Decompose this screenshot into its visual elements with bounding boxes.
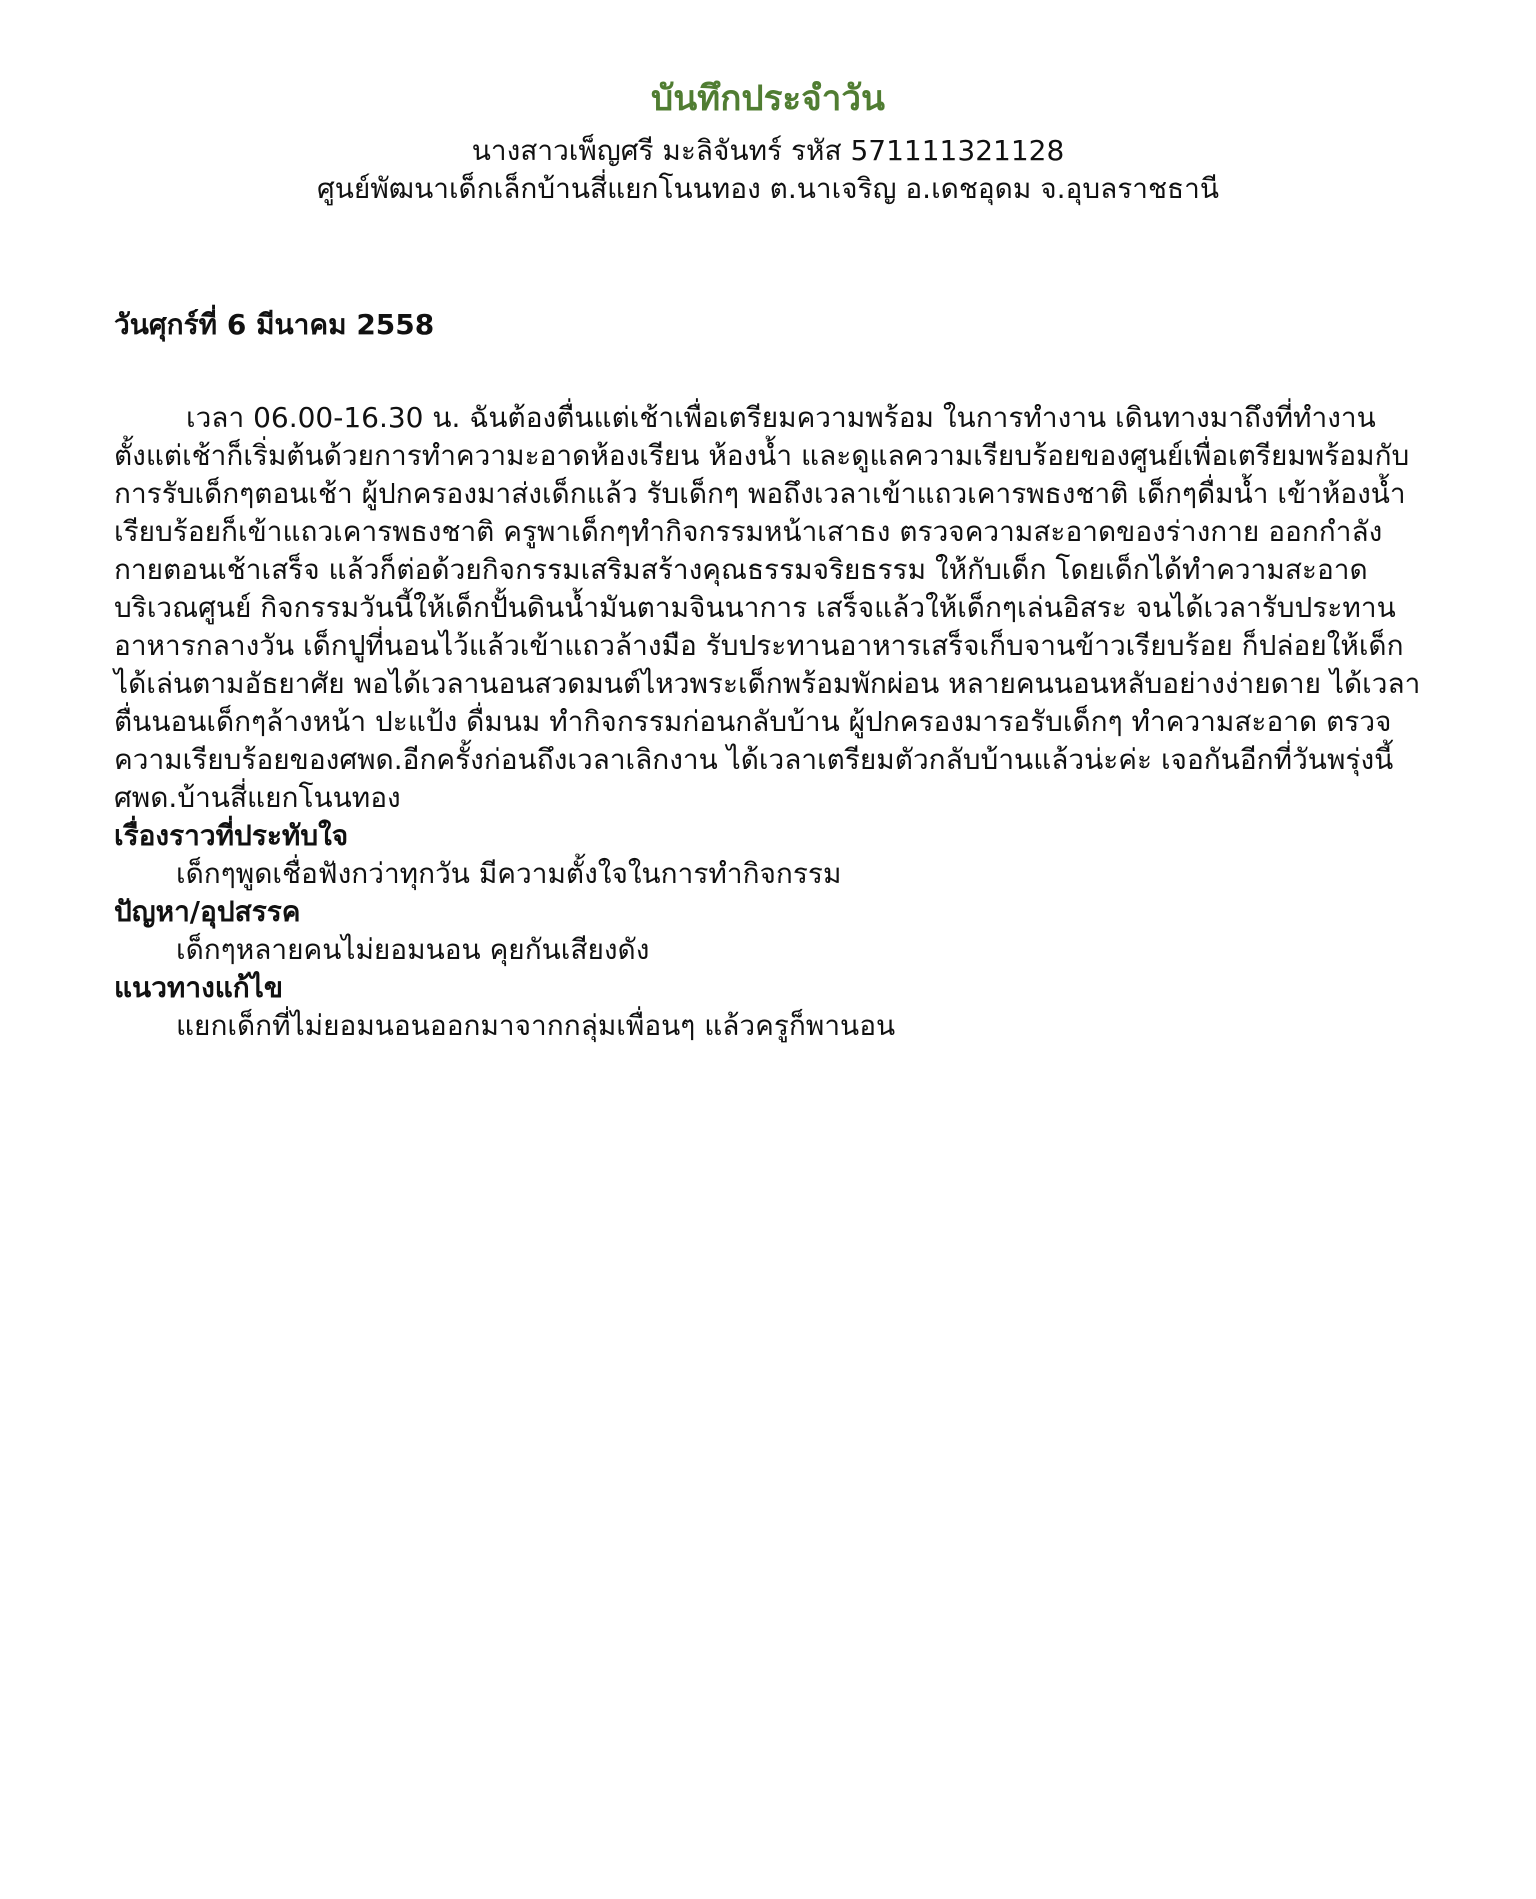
section-solutions bbox=[114, 969, 1422, 1045]
author-line: นางสาวเพ็ญศรี มะลิจันทร์ รหัส 571111321128 bbox=[471, 133, 1065, 167]
center-name-line: ศูนย์พัฒนาเด็กเล็กบ้านสี่แยกโนนทอง ต.นาเจริญ อ.เดชอุดม จ.อุบลราชธานี bbox=[317, 171, 1219, 205]
page-title: บันทึกประจำวัน bbox=[651, 79, 885, 119]
section-solutions-content: แยกเด็กที่ไม่ยอมนอนออกมาจากกลุ่มเพื่อนๆ แล้วครูก็พานอน bbox=[176, 1009, 896, 1043]
section-impression-heading: เรื่องราวที่ประทับใจ bbox=[114, 819, 349, 853]
section-problems bbox=[114, 893, 1422, 969]
document-header bbox=[114, 78, 1422, 207]
section-solutions-heading: แนวทางแก้ไข bbox=[114, 971, 283, 1005]
section-problems-heading: ปัญหา/อุปสรรค bbox=[114, 895, 301, 929]
diary-body-paragraph: เวลา 06.00-16.30 น. ฉันต้องตื่นแต่เช้าเพื่อเตรียมความพร้อม ในการทำงาน เดินทางมาถึงที่ทำงานตั้งแต่เช้าก็เริ่มต้นด้วยการทำความะอาดห้องเรียน ห้องน้ำ และดูแลความเรียบร้อยของศูนย์เพื่อเตรียมพร้อมกับการรับเด็กๆตอนเช้า ผู้ปกครองมาส่งเด็กแล้ว รับเด็กๆ พอถึงเวลาเข้าแถวเคารพธงชาติ เด็กๆดื่มน้ำ เข้าห้องน้ำ เรียบร้อยก็เข้าแถวเคารพธงชาติ ครูพาเด็กๆทำกิจกรรมหน้าเสาธง ตรวจความสะอาดของร่างกาย ออกกำลังกายตอนเช้าเสร็จ แล้วก็ต่อด้วยกิจกรรมเสริมสร้างคุณธรรมจริยธรรม ให้กับเด็ก โดยเด็กได้ทำความสะอาดบริเวณศูนย์ กิจกรรมวันนี้ให้เด็กปั้นดินน้ำมันตามจินนาการ เสร็จแล้วให้เด็กๆเล่นอิสระ จนได้เวลารับประทานอาหารกลางวัน เด็กปูที่นอนไว้แล้วเข้าแถวล้างมือ รับประทานอาหารเสร็จเก็บจานข้าวเรียบร้อย ก็ปล่อยให้เด็กได้เล่นตามอัธยาศัย พอได้เวลานอนสวดมนต์ไหวพระเด็กพร้อมพักผ่อน หลายคนนอนหลับอย่างง่ายดาย ได้เวลาตื่นนอนเด็กๆล้างหน้า ปะแป้ง ดื่มนม ทำกิจกรรมก่อนกลับบ้าน ผู้ปกครองมารอรับเด็กๆ ทำความสะอาด ตรวจความเรียบร้อยของศพด.อีกครั้งก่อนถึงเวลาเลิกงาน ได้เวลาเตรียมตัวกลับบ้านแล้วน่ะค่ะ เจอกันอีกที่วันพรุ่งนี้ศพด.บ้านสี่แยกโนนทอง bbox=[114, 401, 1421, 815]
section-problems-content: เด็กๆหลายคนไม่ยอมนอน คุยกันเสียงดัง bbox=[176, 933, 650, 967]
date-heading: วันศุกร์ที่ 6 มีนาคม 2558 bbox=[114, 308, 435, 342]
section-impression bbox=[114, 817, 1422, 893]
section-impression-content: เด็กๆพูดเชื่อฟังกว่าทุกวัน มีความตั้งใจในการทำกิจกรรม bbox=[176, 857, 842, 891]
